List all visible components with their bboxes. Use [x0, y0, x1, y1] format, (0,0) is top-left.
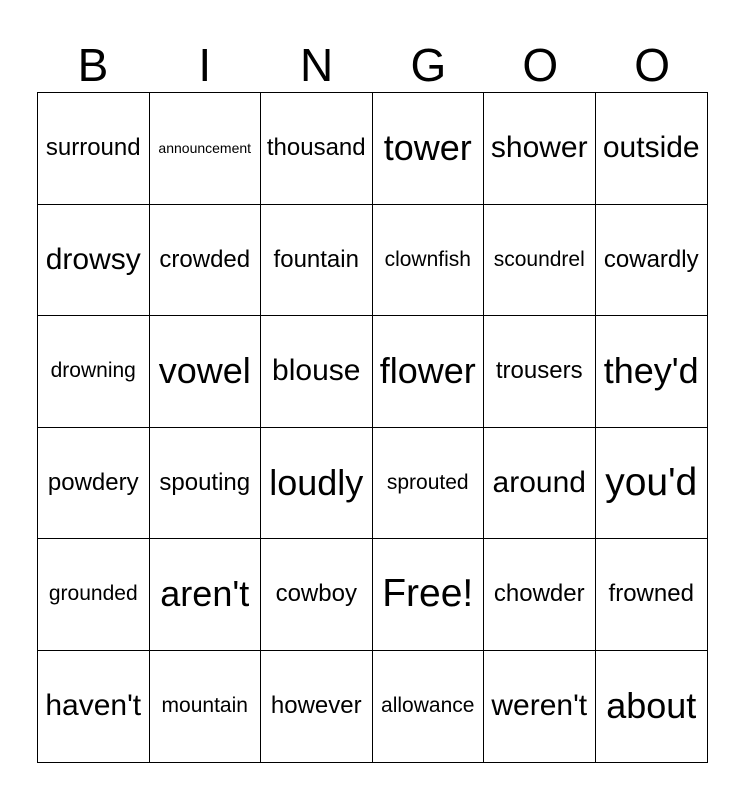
bingo-cell[interactable]: scoundrel: [484, 205, 596, 317]
bingo-cell[interactable]: mountain: [150, 651, 262, 763]
bingo-cell[interactable]: however: [261, 651, 373, 763]
bingo-cell[interactable]: cowardly: [596, 205, 708, 317]
bingo-cell[interactable]: drowsy: [38, 205, 150, 317]
free-space[interactable]: Free!: [373, 539, 485, 651]
header-letter: B: [77, 39, 109, 91]
bingo-cell[interactable]: around: [484, 428, 596, 540]
bingo-board: [37, 92, 708, 763]
bingo-cell[interactable]: sprouted: [373, 428, 485, 540]
bingo-cell[interactable]: they'd: [596, 316, 708, 428]
bingo-cell[interactable]: clownfish: [373, 205, 485, 317]
bingo-cell[interactable]: frowned: [596, 539, 708, 651]
bingo-cell[interactable]: blouse: [261, 316, 373, 428]
bingo-cell[interactable]: powdery: [38, 428, 150, 540]
header-letter: O: [634, 39, 670, 91]
bingo-cell[interactable]: about: [606, 685, 697, 727]
header-letter: G: [410, 39, 447, 91]
bingo-cell[interactable]: cowboy: [261, 539, 373, 651]
bingo-cell[interactable]: allowance: [373, 651, 485, 763]
bingo-cell[interactable]: spouting: [150, 428, 262, 540]
bingo-cell[interactable]: outside: [596, 93, 708, 205]
bingo-cell[interactable]: tower: [373, 93, 485, 205]
bingo-cell[interactable]: weren't: [484, 651, 596, 763]
bingo-cell[interactable]: trousers: [484, 316, 596, 428]
bingo-cell[interactable]: surround: [38, 93, 150, 205]
bingo-cell[interactable]: aren't: [150, 539, 262, 651]
bingo-header: [37, 38, 708, 92]
bingo-cell[interactable]: you'd: [596, 428, 708, 540]
header-letter: I: [198, 39, 212, 91]
bingo-cell[interactable]: vowel: [150, 316, 262, 428]
bingo-cell[interactable]: thousand: [261, 93, 373, 205]
header-letter: N: [299, 39, 334, 91]
bingo-cell[interactable]: flower: [373, 316, 485, 428]
bingo-cell[interactable]: fountain: [261, 205, 373, 317]
bingo-cell[interactable]: loudly: [261, 428, 373, 540]
bingo-cell[interactable]: haven't: [38, 651, 150, 763]
bingo-cell[interactable]: drowning: [38, 316, 150, 428]
bingo-cell[interactable]: grounded: [38, 539, 150, 651]
bingo-cell[interactable]: crowded: [150, 205, 262, 317]
bingo-cell[interactable]: announcement: [150, 93, 262, 205]
bingo-cell[interactable]: shower: [484, 93, 596, 205]
header-letter: O: [522, 39, 559, 91]
bingo-cell[interactable]: chowder: [484, 539, 596, 651]
